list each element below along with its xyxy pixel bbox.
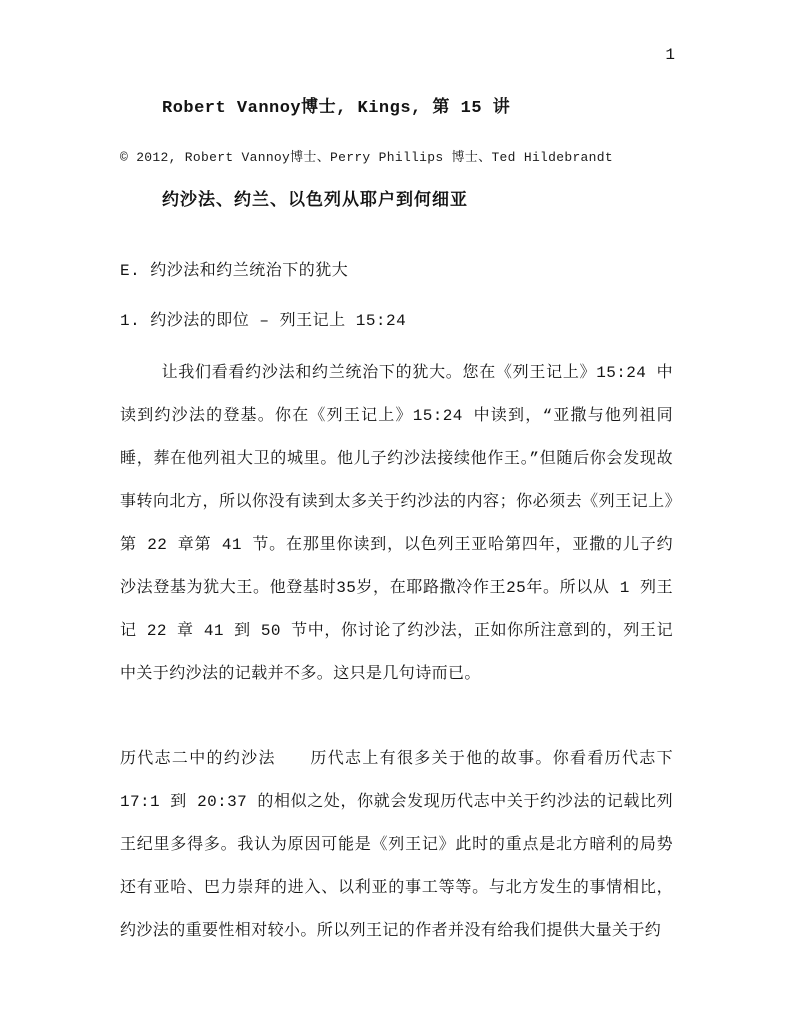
- subsection-heading: 1. 约沙法的即位 – 列王记上 15:24: [120, 312, 407, 330]
- page-number: 1: [665, 46, 675, 64]
- section-heading: E. 约沙法和约兰统治下的犹大: [120, 262, 349, 280]
- document-title: Robert Vannoy博士, Kings, 第 15 讲: [162, 99, 511, 118]
- paragraph-jehoshaphat-accession: 让我们看看约沙法和约兰统治下的犹大。您在《列王记上》15:24 中读到约沙法的登基。你在《列王记上》15:24 中读到，“亚撒与他列祖同睡，葬在他列祖大卫的城里。他儿子约沙法接续他作王。”但随后你会发现故事转向北方，所以你没有读到太多关于约沙法的内容；你必须去《列王记上》第 22 章第 41 节。在那里你读到，以色列王亚哈第四年，亚撒的儿子约沙法登基为犹大王。他登基时35岁，在耶路撒冷作王25年。所以从 1 列王记 22 章 41 到 50 节中，你讨论了约沙法，正如你所注意到的，列王记中关于约沙法的记载并不多。这只是几句诗而已。: [120, 364, 673, 683]
- copyright-line: © 2012, Robert Vannoy博士、Perry Phillips 博士、Ted Hildebrandt: [120, 150, 613, 165]
- document-subtitle: 约沙法、约兰、以色列从耶户到何细亚: [162, 192, 468, 211]
- paragraph-jehoshaphat-chronicles: 历代志二中的约沙法 历代志上有很多关于他的故事。你看看历代志下 17:1 到 20:37 的相似之处，你就会发现历代志中关于约沙法的记载比列王纪里多得多。我认为原因可能是《列王记》此时的重点是北方暗利的局势还有亚哈、巴力崇拜的进入、以利亚的事工等等。与北方发生的事情相比，约沙法的重要性相对较小。所以列王记的作者并没有给我们提供大量关于约: [120, 750, 673, 940]
